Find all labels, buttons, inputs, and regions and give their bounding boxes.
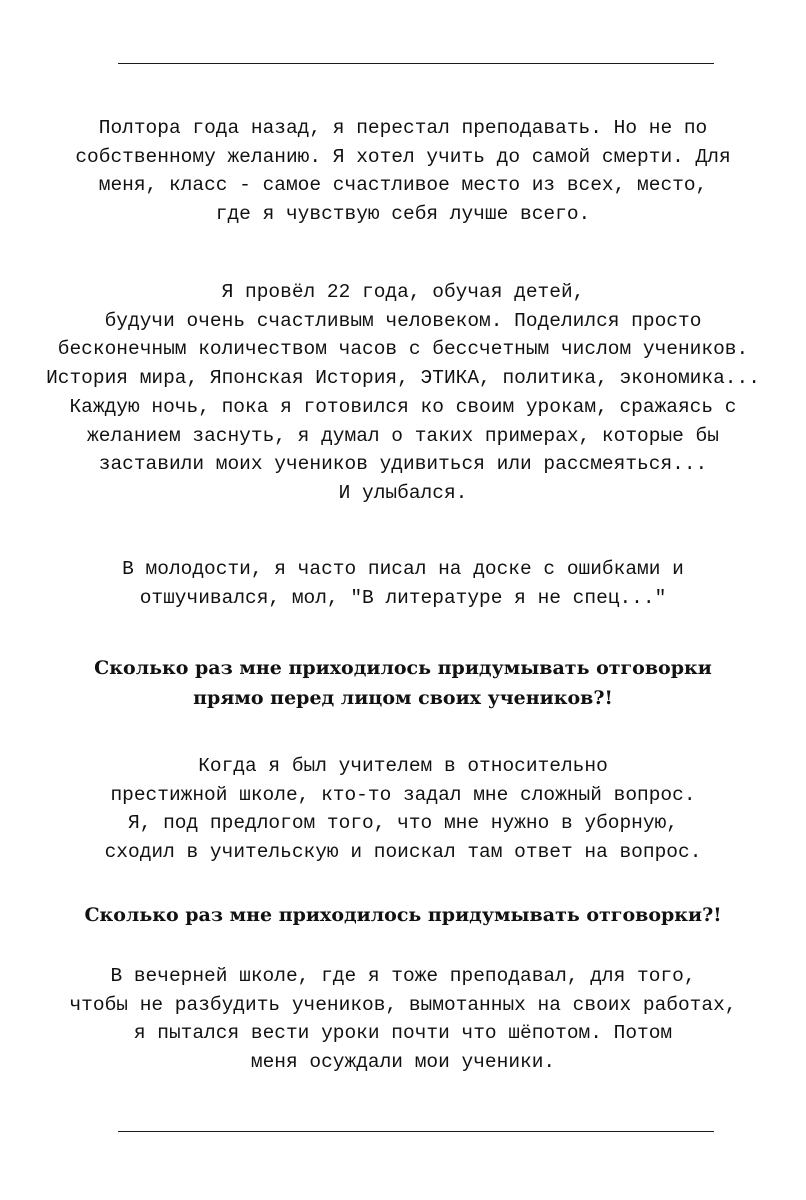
text-line: меня, класс - самое счастливое место из всех, место, xyxy=(98,174,708,197)
text-line: Я, под предлогом того, что мне нужно в уборную, xyxy=(128,812,678,835)
paragraph-evening-school xyxy=(0,962,806,1077)
text-line: бесконечным количеством часов с бессчетным числом учеников. xyxy=(57,338,749,361)
text-line: Я провёл 22 года, обучая детей, xyxy=(221,281,585,303)
paragraph-22-years xyxy=(0,278,806,508)
text-line: чтобы не разбудить учеников, вымотанных на своих работах, xyxy=(69,993,737,1016)
text-line: заставили моих учеников удивиться или рассмеяться... xyxy=(98,453,708,476)
text-line: В молодости, я часто писал на доске с ошибками и xyxy=(122,558,684,580)
text-line: сходил в учительскую и поискал там ответ на вопрос. xyxy=(104,841,702,864)
text-line: где я чувствую себя лучше всего. xyxy=(215,203,591,226)
text-line: собственному желанию. Я хотел учить до самой смерти. Для xyxy=(75,145,731,168)
emphasis-excuses xyxy=(0,900,806,930)
text-line: И улыбался. xyxy=(338,481,468,504)
emphasis-excuses-in-front xyxy=(0,653,806,713)
text-line: меня осуждали мои ученики. xyxy=(250,1051,556,1074)
text-line: Сколько раз мне приходилось придумывать отговорки?! xyxy=(84,904,722,926)
paragraph-youth-mistakes xyxy=(0,555,806,612)
paragraph-prestigious-school xyxy=(0,752,806,867)
text-line: Полтора года назад, я перестал преподавать. Но не по xyxy=(98,117,708,139)
text-line: престижной школе, кто-то задал мне сложный вопрос. xyxy=(110,783,696,806)
text-line: прямо перед лицом своих учеников?! xyxy=(193,687,613,709)
text-line: Когда я был учителем в относительно xyxy=(198,755,608,777)
text-line: В вечерней школе, где я тоже преподавал, для того, xyxy=(110,965,696,987)
text-line: будучи очень счастливым человеком. Поделился просто xyxy=(104,309,702,332)
text-line: Сколько раз мне приходилось придумывать отговорки xyxy=(94,657,712,679)
text-line: Каждую ночь, пока я готовился ко своим урокам, сражаясь с xyxy=(69,395,737,418)
text-line: я пытался вести уроки почти что шёпотом. Потом xyxy=(133,1022,673,1045)
paragraph-stopped-teaching xyxy=(0,114,806,229)
text-line: отшучивался, мол, "В литературе я не спец..." xyxy=(139,586,667,609)
bottom-divider-line xyxy=(118,1131,714,1132)
text-line: История мира, Японская История, ЭТИКА, политика, экономика... xyxy=(46,367,760,390)
text-line: желанием заснуть, я думал о таких примерах, которые бы xyxy=(87,424,719,447)
top-divider-line xyxy=(118,63,714,64)
